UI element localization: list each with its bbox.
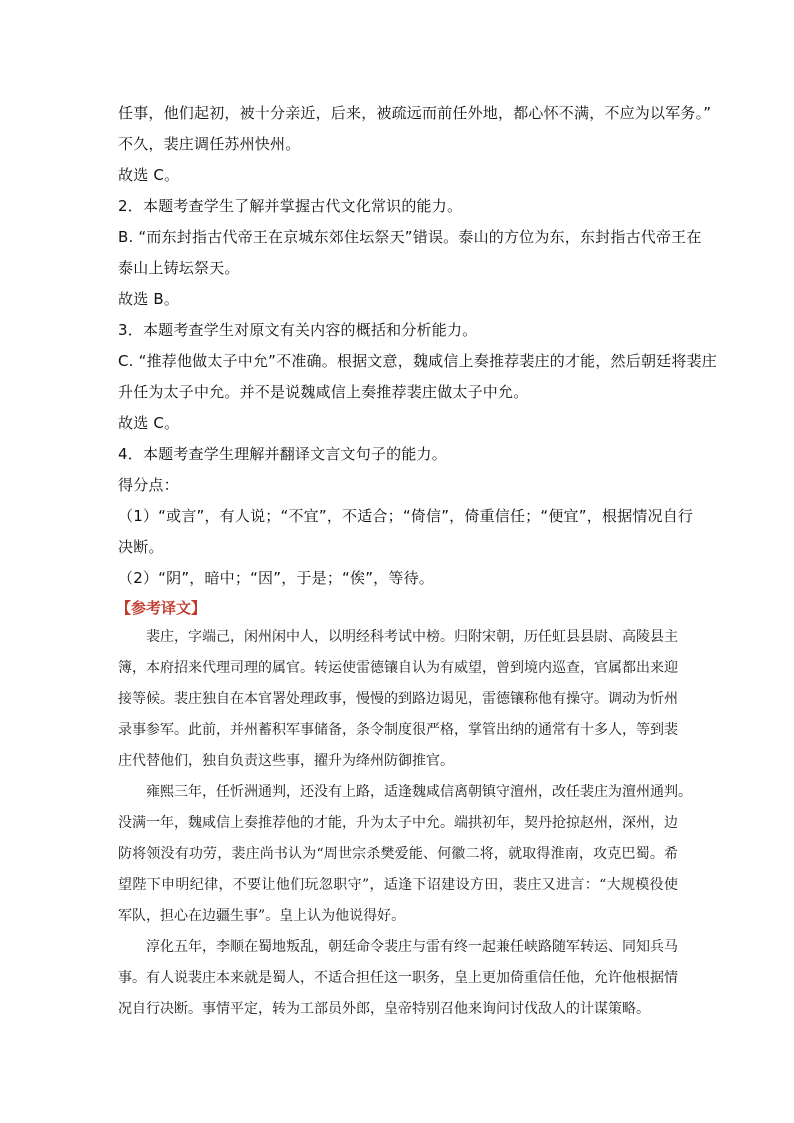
translation-line: 况自行决断。事情平定，转为工部员外郎，皇帝特别召他来询问讨伐敌人的计谋策略。 xyxy=(118,1001,650,1017)
translation-line: 淳化五年，李顺在蜀地叛乱，朝廷命令裴庄与雷有终一起兼任峡路随军转运、同知兵马 xyxy=(146,939,678,955)
translation-line: 事。有人说裴庄本来就是蜀人，不适合担任这一职务，皇上更加倚重信任他，允许他根据情 xyxy=(118,970,678,986)
scoring-label: 得分点： xyxy=(118,476,179,494)
translation-line: 雍熙三年，任忻洲通判，还没有上路，适逢魏咸信离朝镇守澶州，改任裴庄为澶州通判。 xyxy=(146,784,692,800)
answer-line: 故选 B。 xyxy=(118,290,180,308)
translation-line: 接等候。裴庄独自在本官署处理政事，慢慢的到路边谒见，雷德镶称他有操守。调动为忻州 xyxy=(118,691,678,707)
answer-line: 故选 C。 xyxy=(118,166,180,184)
translation-line: 军队，担心在边疆生事”。皇上认为他说得好。 xyxy=(118,908,406,924)
explanation-line: 泰山上铸坛祭天。 xyxy=(118,259,240,277)
scoring-point: （2）“阴”，暗中；“因”，于是；“俟”，等待。 xyxy=(118,569,434,587)
translation-line: 防将领没有功劳，裴庄尚书认为“周世宗杀樊爱能、何徽二将，就取得淮南，攻克巴蜀。希 xyxy=(118,846,678,862)
translation-line: 簿，本府招来代理司理的属官。转运使雷德镶自认为有威望，曾到境内巡查，官属都出来迎 xyxy=(118,660,678,676)
explanation-line: 任事，他们起初，被十分亲近，后来，被疏远而前任外地，都心怀不满，不应为以军务。” xyxy=(118,104,712,122)
translation-line: 没满一年，魏咸信上奏推荐他的才能，升为太子中允。端拱初年，契丹抢掠赵州，深州，边 xyxy=(118,815,678,831)
translation-line: 庄代替他们，独自负责这些事，擢升为绛州防御推官。 xyxy=(118,753,454,769)
scoring-point: （1）“或言”，有人说；“不宜”，不适合；“倚信”，倚重信任；“便宜”，根据情况自行 xyxy=(118,507,694,525)
translation-line: 望陛下申明纪律，不要让他们玩忽职守”，适逢下诏建设方田，裴庄又进言：“大规模役使 xyxy=(118,877,678,893)
explanation-line: C. “推荐他做太子中允”不准确。根据文意，魏咸信上奏推荐裴庄的才能，然后朝廷将裴庄 xyxy=(118,352,717,370)
scoring-point: 决断。 xyxy=(118,538,164,556)
translation-line: 录事参军。此前，并州蓄积军事储备，条令制度很严格，掌管出纳的通常有十多人，等到裴 xyxy=(118,722,678,738)
question-heading: 2．本题考查学生了解并掌握古代文化常识的能力。 xyxy=(118,197,463,215)
explanation-line: 升任为太子中允。并不是说魏咸信上奏推荐裴庄做太子中允。 xyxy=(118,383,529,401)
question-heading: 3．本题考查学生对原文有关内容的概括和分析能力。 xyxy=(118,321,478,339)
question-heading: 4．本题考查学生理解并翻译文言文句子的能力。 xyxy=(118,445,447,463)
translation-heading: 【参考译文】 xyxy=(116,599,207,617)
translation-line: 裴庄，字端己，闲州闲中人，以明经科考试中榜。归附宋朝，历任虹县县尉、高陵县主 xyxy=(146,629,678,645)
answer-line: 故选 C。 xyxy=(118,414,180,432)
explanation-line: 不久，裴庄调任苏州快州。 xyxy=(118,135,301,153)
explanation-line: B. “而东封指古代帝王在京城东郊住坛祭天”错误。泰山的方位为东，东封指古代帝王在 xyxy=(118,228,702,246)
